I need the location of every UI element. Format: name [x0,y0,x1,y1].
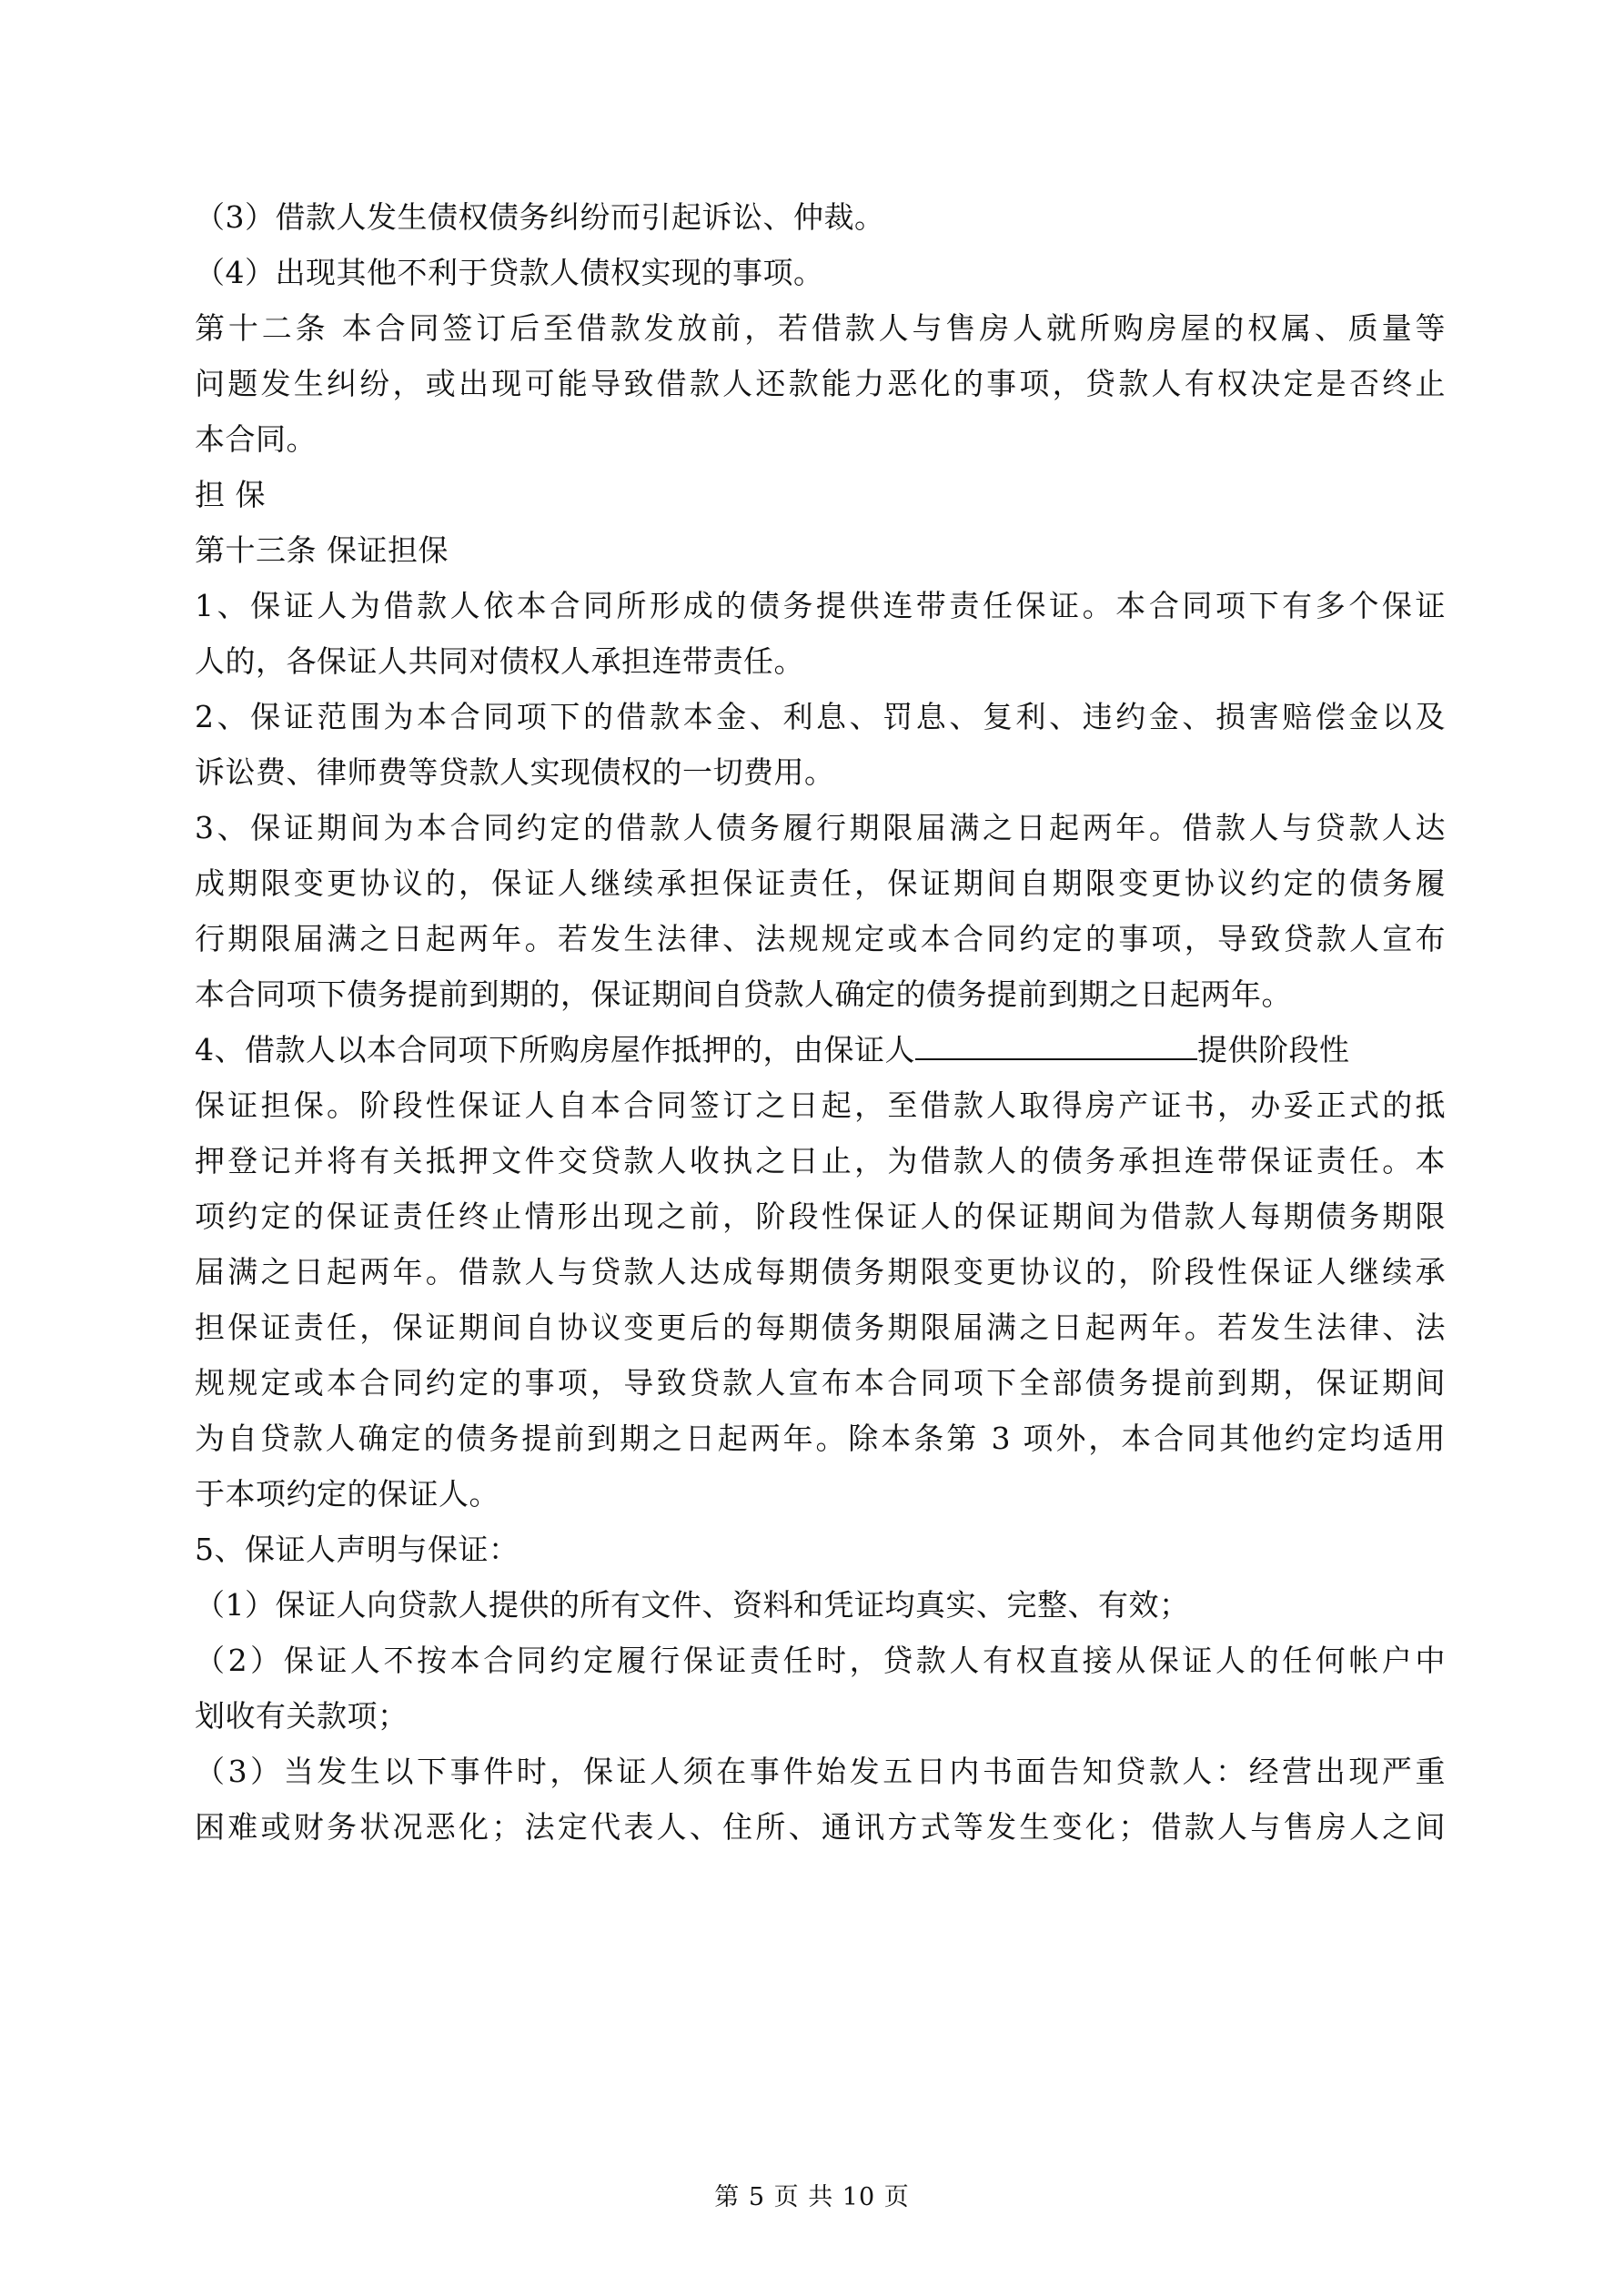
article-12-line-1: 第十二条 本合同签订后至借款发放前，若借款人与售房人就所购房屋的权属、质量等 [195,310,1446,346]
article-13-heading: 第十三条 保证担保 [195,532,449,568]
page-number-footer: 第 5 页 共 10 页 [714,2183,910,2211]
guarantee-point-2-line-1: 2、保证范围为本合同项下的借款本金、利息、罚息、复利、违约金、损害赔偿金以及 [195,699,1446,734]
guarantor-name-blank[interactable] [915,1031,1197,1060]
guarantee-point-3-line-2: 成期限变更协议的，保证人继续承担保证责任，保证期间自期限变更协议约定的债务履 [195,865,1446,901]
guarantee-point-3-line-1: 3、保证期间为本合同约定的借款人债务履行期限届满之日起两年。借款人与贷款人达 [195,810,1446,845]
guarantee-point-4-line-4: 项约定的保证责任终止情形出现之前，阶段性保证人的保证期间为借款人每期债务期限 [195,1199,1446,1234]
guarantee-point-3-line-3: 行期限届满之日起两年。若发生法律、法规规定或本合同约定的事项，导致贷款人宣布 [195,921,1446,956]
guarantee-point-4-text-after: 提供阶段性 [1197,1032,1350,1067]
guarantee-point-2-line-2: 诉讼费、律师费等贷款人实现债权的一切费用。 [195,754,835,790]
clause-item-3: （3）借款人发生债权债务纠纷而引起诉讼、仲裁。 [195,199,885,235]
declaration-item-1: （1）保证人向贷款人提供的所有文件、资料和凭证均真实、完整、有效； [195,1587,1190,1623]
guarantee-point-4-line-9: 于本项约定的保证人。 [195,1476,499,1512]
guarantee-point-4-line-1 [195,1026,1446,1074]
declaration-item-3-line-1: （3）当发生以下事件时，保证人须在事件始发五日内书面告知贷款人：经营出现严重 [195,1754,1446,1789]
guarantee-point-4-line-3: 押登记并将有关抵押文件交贷款人收执之日止，为借款人的债务承担连带保证责任。本 [195,1143,1446,1178]
guarantee-point-3-line-4: 本合同项下债务提前到期的，保证期间自贷款人确定的债务提前到期之日起两年。 [195,976,1292,1012]
article-12-line-3: 本合同。 [195,421,317,457]
guarantee-point-5-heading: 5、保证人声明与保证： [195,1532,519,1567]
guarantee-point-4-line-2: 保证担保。阶段性保证人自本合同签订之日起，至借款人取得房产证书，办妥正式的抵 [195,1087,1446,1123]
clause-item-4: （4）出现其他不利于贷款人债权实现的事项。 [195,255,824,290]
guarantee-point-1-line-1: 1、保证人为借款人依本合同所形成的债务提供连带责任保证。本合同项下有多个保证 [195,588,1446,623]
article-12-line-2: 问题发生纠纷，或出现可能导致借款人还款能力恶化的事项，贷款人有权决定是否终止 [195,366,1446,401]
guarantee-point-4-line-6: 担保证责任，保证期间自协议变更后的每期债务期限届满之日起两年。若发生法律、法 [195,1310,1446,1345]
guarantee-point-1-line-2: 人的，各保证人共同对债权人承担连带责任。 [195,643,804,679]
guarantee-point-4-text-before: 4、借款人以本合同项下所购房屋作抵押的，由保证人 [195,1032,915,1067]
guarantee-point-4-line-7: 规规定或本合同约定的事项，导致贷款人宣布本合同项下全部债务提前到期，保证期间 [195,1365,1446,1401]
declaration-item-3-line-2: 困难或财务状况恶化；法定代表人、住所、通讯方式等发生变化；借款人与售房人之间 [195,1809,1446,1845]
document-body [195,193,1446,1851]
section-heading-guarantee: 担 保 [195,477,266,512]
declaration-item-2-line-2: 划收有关款项； [195,1698,409,1734]
guarantee-point-4-line-8: 为自贷款人确定的债务提前到期之日起两年。除本条第 3 项外，本合同其他约定均适用 [195,1421,1446,1456]
guarantee-point-4-line-5: 届满之日起两年。借款人与贷款人达成每期债务期限变更协议的，阶段性保证人继续承 [195,1254,1446,1290]
declaration-item-2-line-1: （2）保证人不按本合同约定履行保证责任时，贷款人有权直接从保证人的任何帐户中 [195,1643,1446,1678]
